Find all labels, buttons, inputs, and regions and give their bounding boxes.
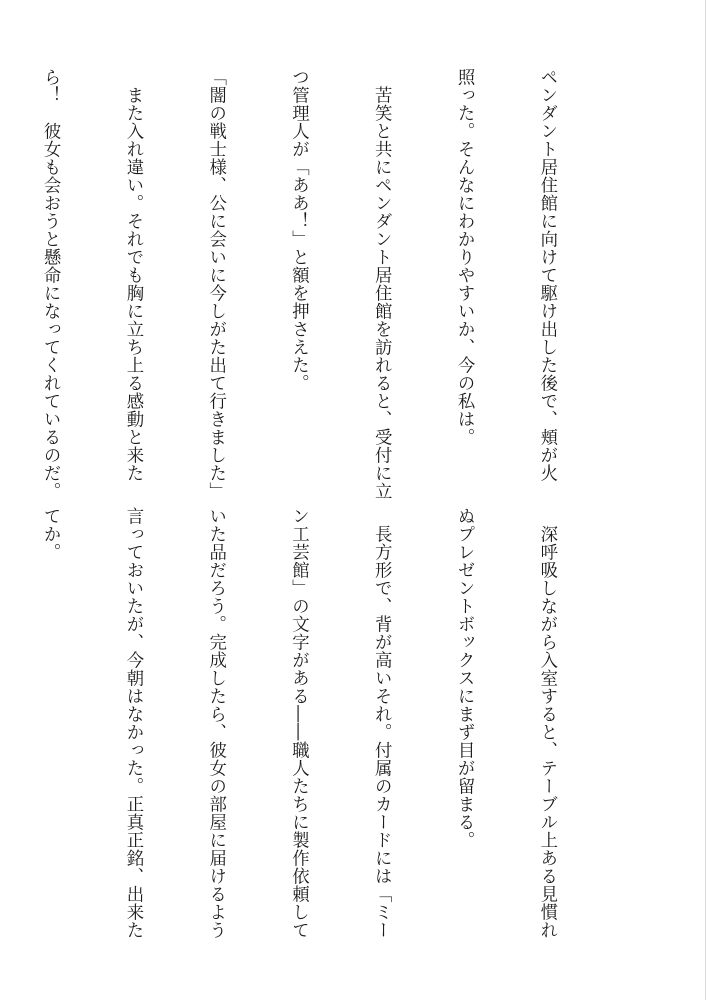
text-line: ぬプレゼントボックスにまず目が留まる。	[454, 507, 475, 849]
text-block-upper	[40, 68, 615, 500]
text-line: ン工芸館」の文字がある――職人たちに製作依頼して	[288, 507, 309, 939]
text-line: 照った。そんなにわかりやすいか、今の私は。	[454, 68, 475, 446]
text-line: 言っておいたが、今朝はなかった。正真正銘、出来た	[122, 507, 143, 939]
text-line: また入れ違い。それでも胸に立ち上る感動と来た	[122, 68, 143, 482]
text-block-lower	[40, 507, 615, 939]
text-line: いた品だろう。完成したら、彼女の部屋に届けるよう	[205, 507, 226, 939]
text-line: 苦笑と共にペンダント居住館を訪れると、受付に立	[371, 68, 392, 500]
text-line: ペンダント居住館に向けて駆け出した後で、頬が火	[536, 68, 557, 482]
text-line: 深呼吸しながら入室すると、テーブル上ある見慣れ	[536, 507, 557, 939]
text-line: 「闇の戦士様、公に会いに今しがた出て行きました」	[205, 68, 226, 500]
text-line: 長方形で、背が高いそれ。付属のカードには「ミー	[371, 507, 392, 939]
text-line: つ管理人が「ああ！」と額を押さえた。	[288, 68, 309, 392]
text-line: ら！ 彼女も会おうと懸命になってくれているのだ。	[40, 68, 61, 500]
text-line: てか。	[40, 507, 61, 561]
